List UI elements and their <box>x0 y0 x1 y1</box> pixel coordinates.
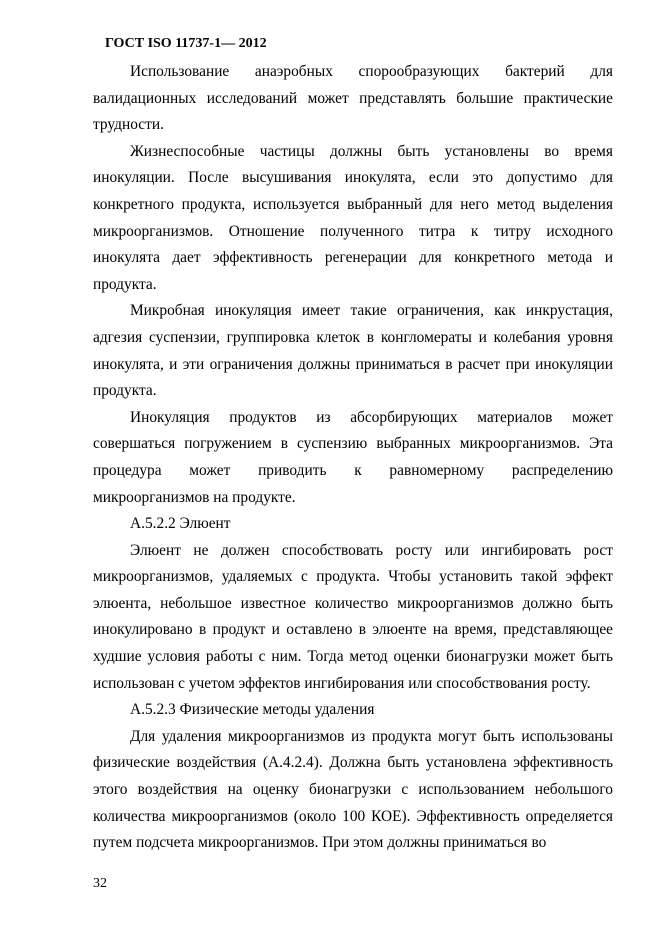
paragraph-anaerobic-bacteria: Использование анаэробных спорообразующих бактерий для валидационных исследований может представлять большие практические трудности. <box>93 63 613 134</box>
page-body <box>93 59 613 857</box>
paragraph-microbial-inoculation: Микробная инокуляция имеет такие ограничения, как инкрустация, адгезия суспензии, группировка клеток в конгломераты и колебания уровня инокулята, и эти ограничения должны приниматься в расчет при инокуляции продукта. <box>93 302 613 400</box>
paragraph-eluent: Элюент не должен способствовать росту или ингибировать рост микроорганизмов, удаляемых с продукта. Чтобы установить такой эффект элюента, небольшое известное количество микроорганизмов должно быть инокулировано в продукт и оставлено в элюенте на время, представляющее худшие условия работы с ним. Тогда метод оценки бионагрузки может быть использован с учетом эффектов ингибирования или способствования росту. <box>93 541 613 692</box>
section-heading-eluent: А.5.2.2 Элюент <box>130 515 231 533</box>
page-number: 32 <box>93 876 107 891</box>
document-header: ГОСТ ISO 11737-1— 2012 <box>105 36 267 51</box>
paragraph-viable-particles: Жизнеспособные частицы должны быть установлены во время инокуляции. После высушивания инокулята, если это допустимо для конкретного продукта, используется выбранный для него метод выделения микроорганизмов. Отношение полученного титра к титру исходного инокулята дает эффективность регенерации для конкретного метода и продукта. <box>93 142 613 293</box>
section-heading-physical-methods: А.5.2.3 Физические методы удаления <box>130 701 375 719</box>
paragraph-absorbent-inoculation: Инокуляция продуктов из абсорбирующих материалов может совершаться погружением в суспензию выбранных микроорганизмов. Эта процедура может приводить к равномерному распределению микроорганизмов на продукте. <box>93 408 613 506</box>
paragraph-physical-methods: Для удаления микроорганизмов из продукта могут быть использованы физические воздействия (А.4.2.4). Должна быть установлена эффективность этого воздействия на оценку бионагрузки с использованием небольшого количества микроорганизмов (около 100 КОЕ). Эффективность определяется путем подсчета микроорганизмов. При этом должны приниматься во <box>93 727 613 852</box>
